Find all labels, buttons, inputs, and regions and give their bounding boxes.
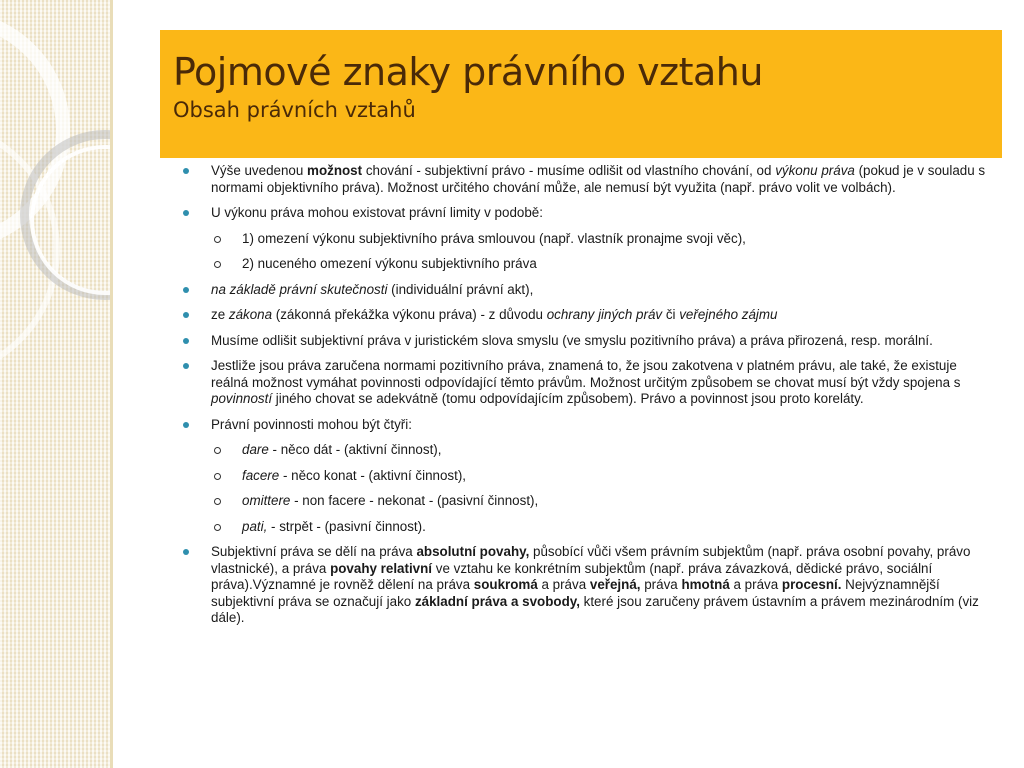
- bold-text: možnost: [307, 163, 363, 178]
- sub-bullet-item: [180, 519, 995, 536]
- text-run: (individuální právní akt),: [387, 281, 534, 297]
- text-run: a práva: [729, 577, 782, 592]
- italic-text: povinností: [211, 391, 273, 406]
- bold-text: veřejná,: [589, 577, 641, 592]
- text-run: Musíme odlišit subjektivní práva v juristickém slova smyslu (ve smyslu pozitivního práva) a práva přirozená, resp. morální.: [211, 332, 933, 348]
- bold-text: povahy relativní: [330, 560, 433, 576]
- bullet-item: [180, 282, 995, 299]
- sub-bullet-item: [180, 468, 995, 485]
- italic-text: výkonu práva: [775, 163, 855, 178]
- slide-title: Pojmové znaky právního vztahu: [173, 50, 763, 94]
- bold-text: hmotná: [681, 577, 730, 592]
- italic-text: na základě právní skutečnosti: [211, 281, 388, 297]
- italic-text: zákona: [228, 307, 273, 322]
- text-run: U výkonu práva mohou existovat právní limity v podobě:: [211, 205, 543, 220]
- slide-content: [180, 163, 995, 636]
- bullet-item: [180, 544, 995, 627]
- sub-bullet-item: [180, 231, 995, 248]
- text-run: 1) omezení výkonu subjektivního práva smlouvou (např. vlastník pronajme svoji věc),: [242, 230, 746, 246]
- text-run: Subjektivní práva se dělí na práva: [211, 544, 417, 559]
- text-run: (pokud je v souladu s normami objektivního práva). Možnost určitého chování může, ale nemusí být využita (např. právo volit ve volbách).: [211, 163, 986, 195]
- text-run: (zákonná překážka výkonu práva) - z důvodu: [272, 307, 547, 322]
- text-run: ve vztahu ke konkrétním subjektům (např. práva závazková, dědické právo, sociální práva).Významné je rovněž dělení na práva: [211, 560, 933, 592]
- italic-text: facere: [242, 467, 280, 483]
- bullet-item: [180, 417, 995, 434]
- text-run: Nejvýznamnější subjektivní práva se označují jako: [211, 577, 940, 609]
- decorative-side-strip: [0, 0, 113, 768]
- bullet-item: [180, 333, 995, 350]
- text-run: které jsou zaručeny právem ústavním a právem mezinárodním (viz dále).: [211, 593, 979, 625]
- sub-bullet-item: [180, 256, 995, 273]
- bold-text: soukromá: [473, 577, 538, 592]
- italic-text: veřejného zájmu: [679, 307, 778, 322]
- text-run: - non facere - nekonat - (pasivní činnost),: [290, 493, 539, 508]
- text-run: chování - subjektivní právo - musíme odlišit od vlastního chování, od: [362, 163, 776, 178]
- bullet-item: [180, 358, 995, 408]
- italic-text: pati,: [242, 518, 268, 534]
- bold-text: základní práva a svobody,: [414, 593, 580, 609]
- italic-text: ochrany jiných práv: [546, 307, 663, 322]
- slide-subtitle: Obsah právních vztahů: [173, 98, 416, 122]
- text-run: působící vůči všem právním subjektům (např. práva osobní povahy, právo vlastnické), a práva: [211, 544, 971, 576]
- bold-text: absolutní povahy,: [416, 544, 530, 559]
- bullet-item: [180, 205, 995, 222]
- bullet-item: [180, 307, 995, 324]
- sub-bullet-item: [180, 442, 995, 459]
- text-run: jiného chovat se adekvátně (tomu odpovídajícím způsobem). Právo a povinnost jsou proto koreláty.: [272, 391, 864, 406]
- strip-edge: [110, 0, 113, 768]
- text-run: - něco dát - (aktivní činnost),: [268, 442, 442, 457]
- text-run: a práva: [537, 577, 590, 592]
- text-run: práva: [640, 577, 682, 592]
- text-run: či: [662, 307, 680, 322]
- text-run: - strpět - (pasivní činnost).: [267, 518, 426, 534]
- text-run: Jestliže jsou práva zaručena normami pozitivního práva, znamená to, že jsou zakotvena v platném právu, ale také, že existuje reálná možnost vymáhat povinnosti odpovídající těmto právům. Možnost určitým způsobem se chovat musí být vždy spojena s: [211, 358, 961, 390]
- text-run: Právní povinnosti mohou být čtyři:: [211, 416, 412, 432]
- text-run: 2) nuceného omezení výkonu subjektivního práva: [242, 256, 537, 271]
- bold-text: procesní.: [781, 577, 842, 592]
- text-run: Výše uvedenou: [211, 163, 308, 178]
- italic-text: dare: [242, 442, 269, 457]
- title-banner: [160, 30, 1002, 158]
- bullet-item: [180, 163, 995, 196]
- text-run: - něco konat - (aktivní činnost),: [279, 467, 467, 483]
- italic-text: omittere: [242, 493, 291, 508]
- sub-bullet-item: [180, 493, 995, 510]
- text-run: ze: [211, 307, 229, 322]
